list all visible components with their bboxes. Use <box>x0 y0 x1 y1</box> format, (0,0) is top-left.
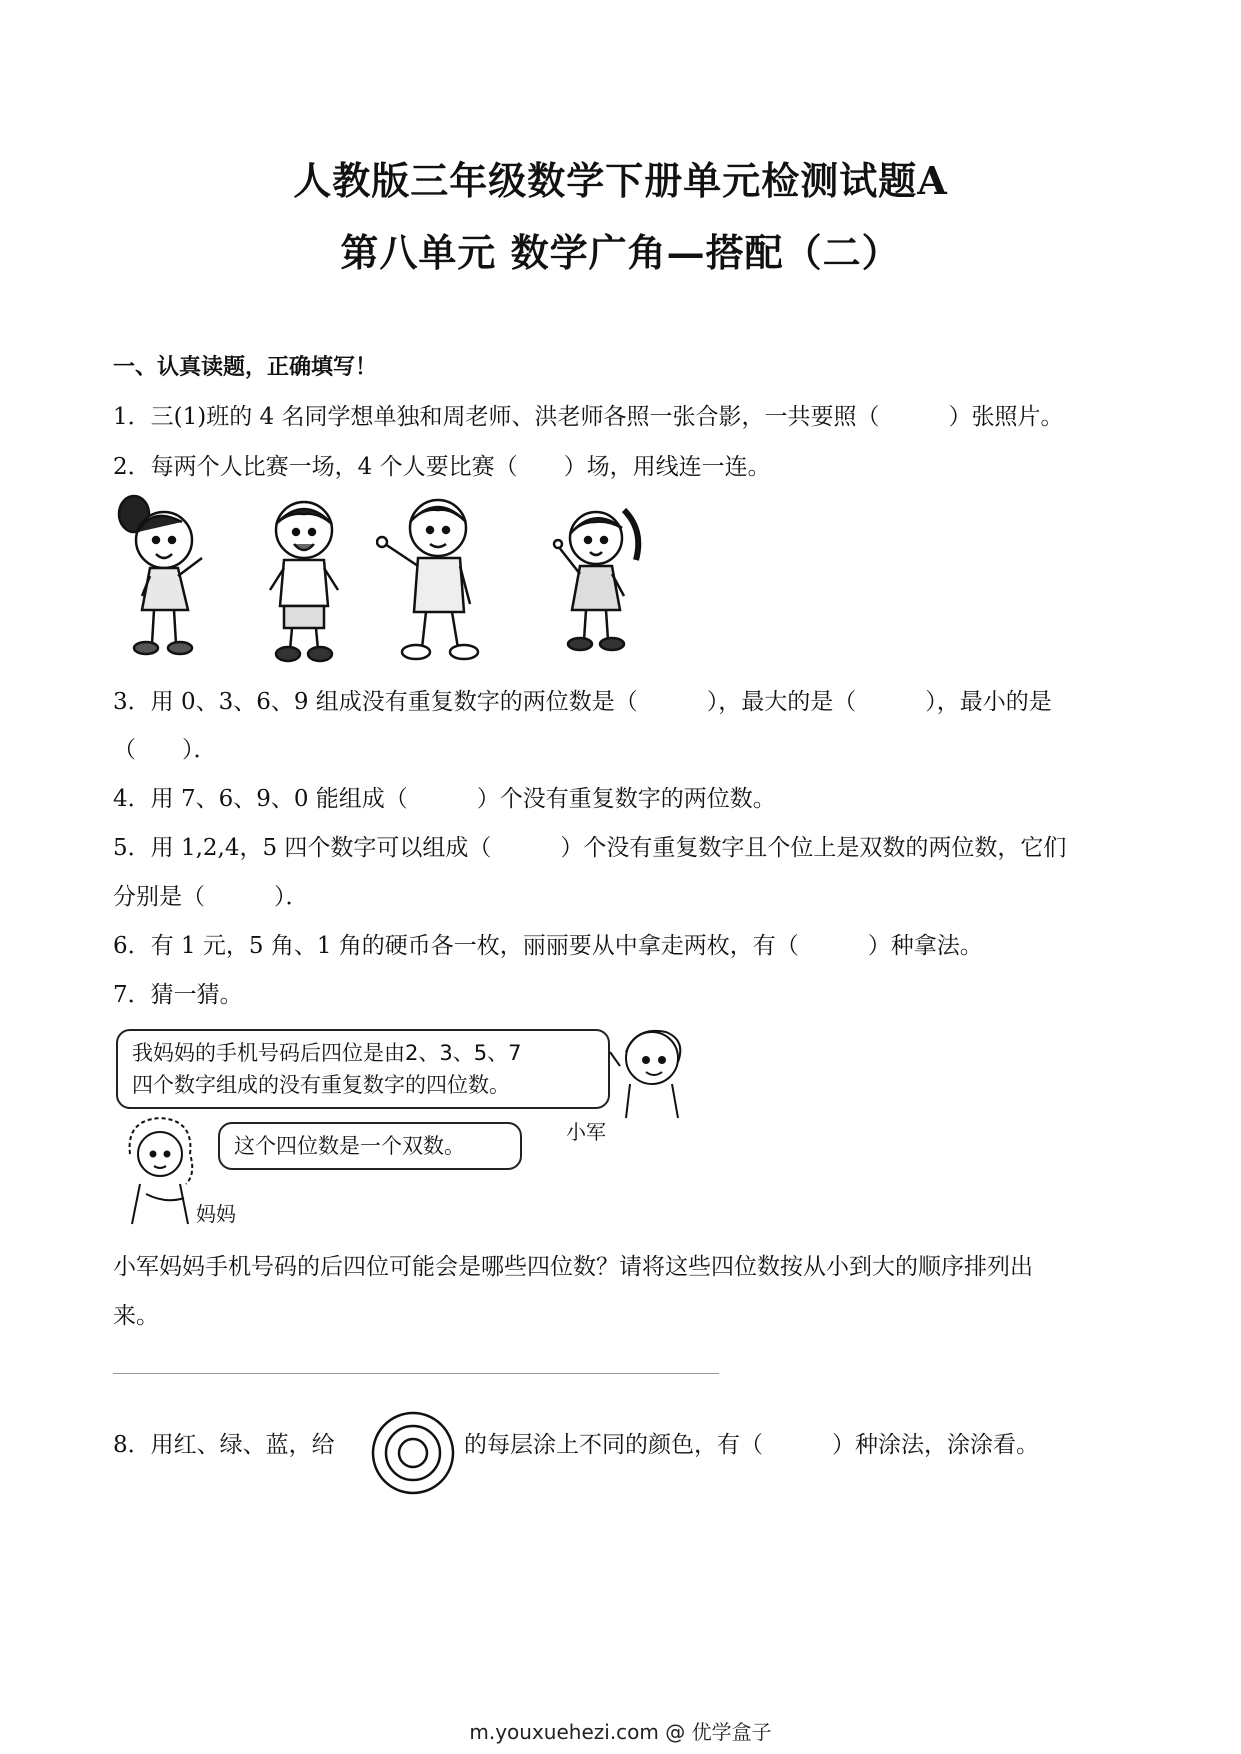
page-subtitle: 第八单元 数学广角—搭配（二） <box>340 230 901 275</box>
speech-bubble-boy <box>116 1029 610 1109</box>
question-5: 5．用 1,2,4，5 四个数字可以组成（ ）个没有重复数字且个位上是双数的两位数，它们 <box>113 835 1067 861</box>
boy-xiaojun-illustration <box>606 1022 692 1122</box>
question-1: 1．三(1)班的 4 名同学想单独和周老师、洪老师各照一张合影，一共要照（ ）张照片。 <box>113 404 1064 430</box>
question-2: 2．每两个人比赛一场，4 个人要比赛（ ）场，用线连一连。 <box>113 454 771 480</box>
speech-bubble-mom <box>218 1122 522 1170</box>
bubble-line-2: 四个数字组成的没有重复数字的四位数。 <box>132 1073 510 1097</box>
caption-xiaojun: 小军 <box>566 1120 606 1144</box>
question-7-ask-continued: 来。 <box>113 1303 159 1329</box>
concentric-circles-icon <box>368 1408 458 1498</box>
question-5-continued: 分别是（ ）． <box>113 884 309 910</box>
question-6: 6．有 1 元，5 角、1 角的硬币各一枚，丽丽要从中拿走两枚，有（ ）种拿法。 <box>113 933 983 959</box>
mom-illustration <box>116 1114 206 1226</box>
answer-line <box>113 1373 719 1374</box>
page-footer: m.youxuehezi.com @ 优学盒子 <box>469 1720 772 1744</box>
bubble-line-1: 我妈妈的手机号码后四位是由2、3、5、7 <box>132 1041 522 1065</box>
question-3-continued: （ ）． <box>113 737 217 763</box>
girl-illustration-2 <box>544 500 652 660</box>
girl-illustration-1 <box>112 492 217 662</box>
question-8-suffix: 的每层涂上不同的颜色，有（ ）种涂法，涂涂看。 <box>464 1432 1039 1458</box>
question-4: 4．用 7、6、9、0 能组成（ ）个没有重复数字的两位数。 <box>113 786 776 812</box>
page-title: 人教版三年级数学下册单元检测试题A <box>293 158 948 203</box>
caption-mom: 妈妈 <box>196 1202 236 1226</box>
bubble-mom-text: 这个四位数是一个双数。 <box>234 1134 465 1158</box>
question-7: 7．猜一猜。 <box>113 982 243 1008</box>
boy-pointing-illustration <box>376 492 494 664</box>
question-7-ask: 小军妈妈手机号码的后四位可能会是哪些四位数？请将这些四位数按从小到大的顺序排列出 <box>113 1254 1033 1280</box>
section-heading: 一、认真读题，正确填写！ <box>113 355 378 380</box>
question-3: 3．用 0、3、6、9 组成没有重复数字的两位数是（ ），最大的是（ ），最小的是 <box>113 689 1052 715</box>
question-8-prefix: 8．用红、绿、蓝，给 <box>113 1432 335 1458</box>
boy-illustration-1 <box>258 494 350 666</box>
